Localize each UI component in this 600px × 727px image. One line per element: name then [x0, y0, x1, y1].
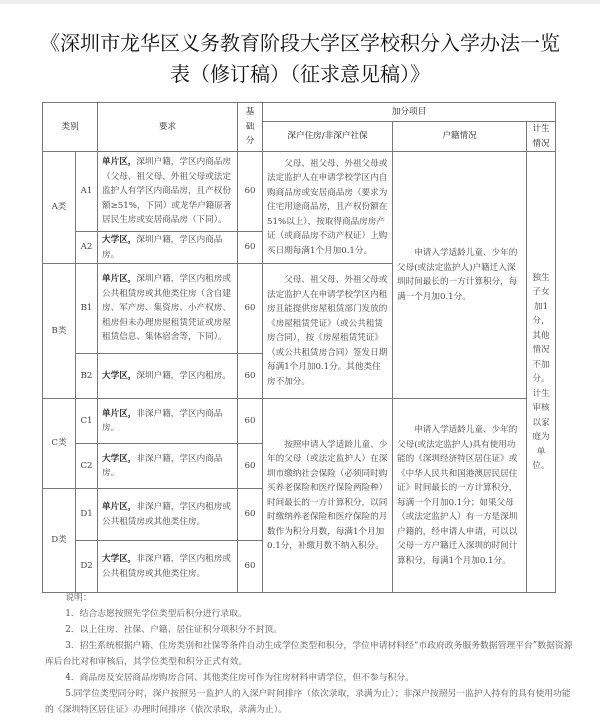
code-a2: A2 — [76, 232, 98, 264]
score-d1: 60 — [238, 489, 263, 541]
hukou-ab: 申请入学适龄儿童、少年的父母(或法定监护人)户籍迁入深圳时间最长的一方计算积分，每满一个月加0.1分。 — [393, 152, 527, 399]
family-planning: 独生子女加1分，其他情况不加分。计生审核以家庭为单位。 — [527, 152, 556, 593]
score-a1: 60 — [238, 152, 263, 232]
requirement-d2: 大学区，非深户籍，学区内租房或公共租赁房或其他类住房。 — [98, 541, 238, 593]
category-c: C类 — [43, 399, 76, 489]
page-title: 《深圳市龙华区义务教育阶段大学区学校积分入学办法一览表（修订稿）（征求意见稿）》 — [40, 31, 560, 86]
category-d: D类 — [43, 489, 76, 593]
requirement-d1: 单片区，非深户籍，学区内租房或公共租赁房或其他类住房。 — [98, 489, 238, 541]
housing-b: 父母、祖父母、外祖父母或法定监护人在申请学校学区内租房且能提供房屋租赁部门发放的《房屋租赁凭证》（或公共租赁房合同），按《房屋租赁凭证》（或公共租赁房合同）签发日期每满1个月加0.1分。其他类住房不加分。 — [263, 264, 393, 399]
notes-heading: 说明： — [65, 593, 92, 603]
header-base-score: 基础分 — [238, 103, 263, 152]
code-d2: D2 — [76, 541, 98, 593]
code-b2: B2 — [76, 354, 98, 399]
housing-a: 父母、祖父母、外祖父母或法定监护人在申请学校学区内自购商品房或安居商品房（要求为住宅用途商品房，且产权份额在51%以上），按取得商品房房产证（或商品房不动产权证）上购买日期每满1个月加0.1分。 — [263, 152, 393, 264]
code-d1: D1 — [76, 489, 98, 541]
header-family-planning: 计生情况 — [527, 122, 556, 152]
requirement-c2: 大学区，非深户籍，学区内商品房。 — [98, 444, 238, 489]
requirement-b2: 大学区，深圳户籍，学区内租房。 — [98, 354, 238, 399]
note-item: 5.同学位类型同分时，深户按照另一监护人的入深户时间排序（依次录取，录满为止）；非深户按照另一监护人持有的具有使用功能的《深圳特区居住证》办理时间排序（依次录取，录满为止）。 — [45, 689, 571, 715]
housing-cd: 按照申请入学适龄儿童、少年的父母（或法定监护人）在深圳市缴纳社会保险（必须同时购买养老保险和医疗保险两险种）时间最长的一方计算积分，以同时缴纳养老保险和医疗保险的月数作为积分月数，每满1个月加0.1分，补缴月数不纳入积分。 — [263, 399, 393, 593]
top-bar — [0, 0, 600, 4]
category-a: A类 — [43, 152, 76, 264]
header-bonus: 加分项目 — [263, 103, 556, 122]
header-requirement: 要求 — [98, 103, 238, 152]
score-c2: 60 — [238, 444, 263, 489]
note-item: 1．结合志愿按照先学位类型后积分进行录取。 — [65, 609, 247, 619]
hukou-cd: 申请入学适龄儿童、少年的父母(或法定监护人)具有使用功能的《深圳经济特区居住证》或《中华人民共和国港澳居民居住证》时间最长的一方计算积分，每满一个月加0.1分；如果父母（或法定监护人）有一方是深圳户籍的，经申请人申请，可以以父母一方户籍迁入深圳的时间计算积分，每满1个月加0.1分。 — [393, 399, 527, 593]
note-item: 3．招生系统根据户籍、住房类别和社保等条件自动生成学位类型和积分，学位申请材料经“市政府政务服务数据管理平台”数据资源库后台比对和审核后，其学位类型和积分正式有效。 — [45, 641, 573, 667]
score-a2: 60 — [238, 232, 263, 264]
code-c2: C2 — [76, 444, 98, 489]
score-b2: 60 — [238, 354, 263, 399]
score-d2: 60 — [238, 541, 263, 593]
header-hukou: 户籍情况 — [393, 122, 527, 152]
notes — [45, 590, 575, 718]
code-a1: A1 — [76, 152, 98, 232]
score-c1: 60 — [238, 399, 263, 444]
note-item: 4．商品房及安居商品房购房合同、其他类住房可作为住房材料申请学位，但不参与积分。 — [65, 673, 414, 683]
admission-table — [42, 102, 556, 593]
code-b1: B1 — [76, 264, 98, 354]
note-item: 2．以上住房、社保、户籍、居住证积分项积分不封顶。 — [65, 625, 282, 635]
requirement-c1: 单片区，非深户籍，学区内商品房。 — [98, 399, 238, 444]
score-b1: 60 — [238, 264, 263, 354]
requirement-a2: 大学区，深圳户籍，学区内商品房。 — [98, 232, 238, 264]
category-b: B类 — [43, 264, 76, 399]
requirement-a1: 单片区，深圳户籍，学区内商品房（父母、祖父母、外祖父母或法定监护人有学区内商品房，且产权份额≥51%，下同）或龙华户籍原著居民生房或安居商品房（下同）。 — [98, 152, 238, 232]
code-c1: C1 — [76, 399, 98, 444]
header-housing: 深户住房/非深户社保 — [263, 122, 393, 152]
requirement-b1: 单片区，深圳户籍，学区内租房或公共租赁房或其他类住房（含自建房、军产房、集资房、小产权房、租房但未办理房屋租赁凭证或房屋租赁信息、集体宿舍等，下同）。 — [98, 264, 238, 354]
header-category: 类别 — [43, 103, 98, 152]
